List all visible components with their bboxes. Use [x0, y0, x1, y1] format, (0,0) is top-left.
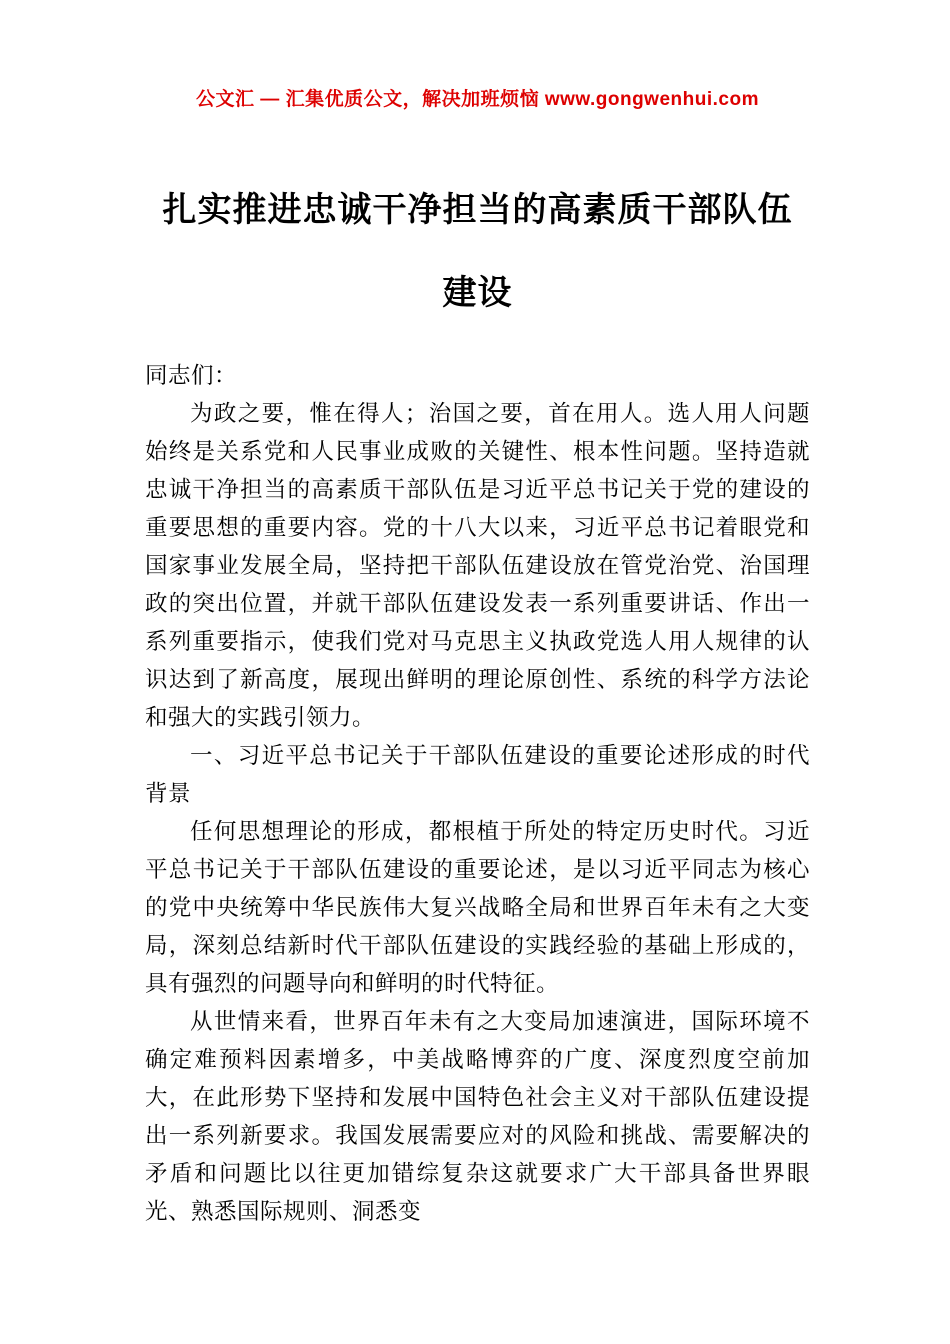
- paragraph-3: 从世情来看，世界百年未有之大变局加速演进，国际环境不确定难预料因素增多，中美战略博弈的广度、深度烈度空前加大，在此形势下坚持和发展中国特色社会主义对干部队伍建设提出一系列新要求。我国发展需要应对的风险和挑战、需要解决的矛盾和问题比以往更加错综复杂这就要求广大干部具备世界眼光、熟悉国际规则、洞悉变: [145, 1009, 810, 1224]
- document-body: [145, 357, 810, 1231]
- document-title-line1: 扎实推进忠诚干净担当的高素质干部队伍: [162, 191, 793, 229]
- watermark-header: 公文汇 — 汇集优质公文，解决加班烦恼 www.gongwenhui.com: [196, 89, 759, 110]
- document-title: [145, 169, 810, 335]
- section-heading-1: 一、习近平总书记关于干部队伍建设的重要论述形成的时代背景: [145, 743, 810, 806]
- document-title-line2: 建设: [442, 274, 513, 312]
- paragraph-2: 任何思想理论的形成，都根植于所处的特定历史时代。习近平总书记关于干部队伍建设的重要论述，是以习近平同志为核心的党中央统筹中华民族伟大复兴战略全局和世界百年未有之大变局，深刻总结新时代干部队伍建设的实践经验的基础上形成的，具有强烈的问题导向和鲜明的时代特征。: [145, 819, 810, 996]
- paragraph-1: 为政之要，惟在得人；治国之要，首在用人。选人用人问题始终是关系党和人民事业成败的关键性、根本性问题。坚持造就忠诚干净担当的高素质干部队伍是习近平总书记关于党的建设的重要思想的重要内容。党的十八大以来，习近平总书记着眼党和国家事业发展全局，坚持把干部队伍建设放在管党治党、治国理政的突出位置，并就干部队伍建设发表一系列重要讲话、作出一系列重要指示，使我们党对马克思主义执政党选人用人规律的认识达到了新高度，展现出鲜明的理论原创性、系统的科学方法论和强大的实践引领力。: [145, 401, 810, 730]
- salutation: 同志们：: [145, 363, 238, 388]
